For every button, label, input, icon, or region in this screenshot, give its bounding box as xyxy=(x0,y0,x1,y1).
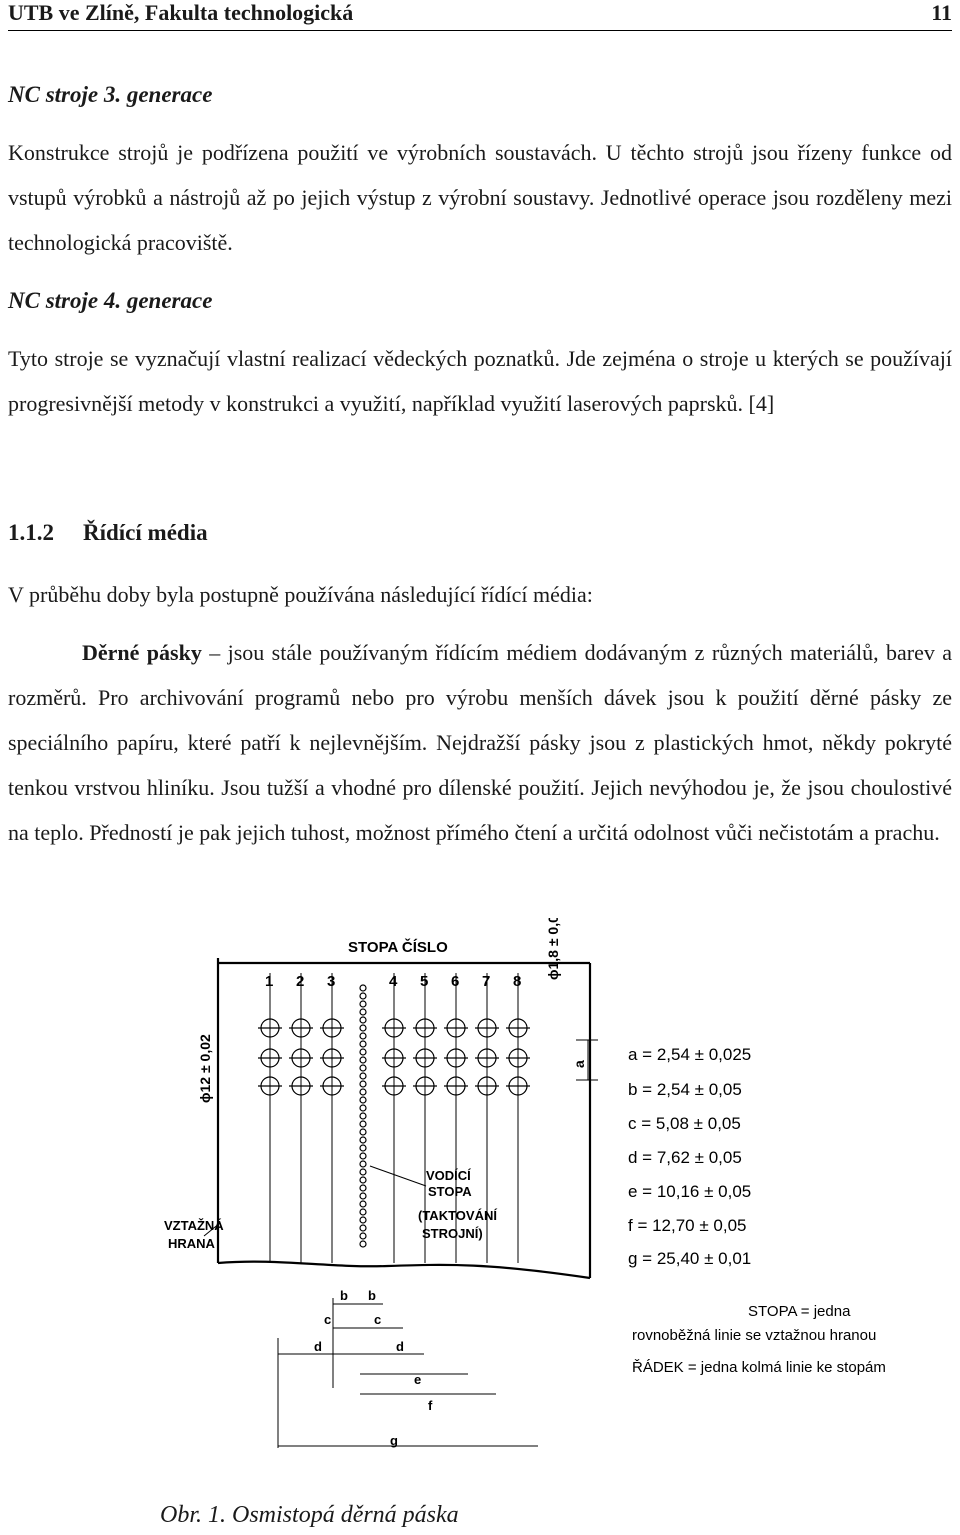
definitions xyxy=(632,1303,886,1376)
svg-text:c: c xyxy=(324,1312,332,1327)
guide-hole xyxy=(360,1025,366,1031)
guide-hole xyxy=(360,1137,366,1143)
guide-hole xyxy=(360,1177,366,1183)
dim-a: a xyxy=(571,1060,587,1068)
guide-hole xyxy=(360,1081,366,1087)
dim-hole-diameter: ϕ1,8 ± 0,02 xyxy=(545,918,561,980)
dim-tape-diameter: ϕ12 ± 0,02 xyxy=(197,1034,213,1103)
guide-hole xyxy=(360,1049,366,1055)
page-number: 11 xyxy=(931,0,952,25)
guide-hole xyxy=(360,1009,366,1015)
guide-hole xyxy=(360,1225,366,1231)
guide-track-label xyxy=(418,1168,497,1241)
paragraph-nc3: Konstrukce strojů je podřízena použití ve výrobních soustavách. U těchto strojů jsou řízeny funkce od vstupů výrobků a nástrojů až po jejich výstup z výrobní soustavy. Jednotlivé operace jsou rozděleny mezi technologická pracoviště. xyxy=(8,140,952,255)
track-number: 4 xyxy=(389,973,398,990)
svg-text:VZTAŽNÁ: VZTAŽNÁ xyxy=(164,1218,224,1233)
paragraph-derne-pasky xyxy=(8,630,952,855)
svg-text:g: g xyxy=(390,1433,398,1448)
dimension-labels xyxy=(314,1288,433,1448)
track-number: 1 xyxy=(265,973,274,990)
svg-text:e: e xyxy=(414,1372,422,1387)
guide-hole xyxy=(360,1169,366,1175)
guide-hole xyxy=(360,1001,366,1007)
track-number: 5 xyxy=(420,973,429,990)
label-stopa-cislo: STOPA ČÍSLO xyxy=(348,939,448,956)
svg-text:d: d xyxy=(396,1339,404,1354)
page-header xyxy=(8,0,952,31)
svg-text:c = 5,08 ± 0,05: c = 5,08 ± 0,05 xyxy=(628,1114,741,1133)
guide-hole xyxy=(360,1145,366,1151)
paragraph-intro: V průběhu doby byla postupně používána následující řídící média: xyxy=(8,582,593,607)
guide-hole xyxy=(360,1161,366,1167)
guide-hole xyxy=(360,1073,366,1079)
svg-text:a = 2,54 ± 0,025: a = 2,54 ± 0,025 xyxy=(628,1045,752,1064)
svg-text:c: c xyxy=(374,1312,382,1327)
guide-hole xyxy=(360,993,366,999)
heading-ridici-media xyxy=(8,520,208,546)
guide-hole xyxy=(360,1017,366,1023)
guide-hole xyxy=(360,1217,366,1223)
svg-text:rovnoběžná linie se vztažnou h: rovnoběžná linie se vztažnou hranou xyxy=(632,1327,877,1344)
figure-caption: Obr. 1. Osmistopá děrná páska xyxy=(160,1502,459,1528)
guide-hole xyxy=(360,1057,366,1063)
svg-text:STOPA = jedna: STOPA = jedna xyxy=(748,1303,851,1320)
svg-text:f: f xyxy=(428,1398,433,1413)
svg-text:VODÍCÍ: VODÍCÍ xyxy=(426,1168,471,1183)
guide-hole xyxy=(360,1209,366,1215)
svg-text:e = 10,16 ± 0,05: e = 10,16 ± 0,05 xyxy=(628,1182,752,1201)
derne-pasky-text: – jsou stále používaným řídícím médiem dodávaným z různých materiálů, barev a rozměrů. Pro archivování programů nebo pro výrobu menších dávek jsou k použití děrné pásky ze speciálního papíru, které patří k nejlevnějším. Nejdražší pásky jsou z plastických hmot, někdy pokryté tenkou vrstvou hliníku. Jsou tužší a vhodné pro dílenské použití. Jejich nevýhodou je, že jsou choulostivé na teplo. Předností je pak jejich tuhost, možnost přímého čtení a určitá odolnost vůči nečistotám a prachu. xyxy=(8,640,953,845)
section-title: Řídící média xyxy=(83,520,208,545)
svg-text:b: b xyxy=(340,1288,348,1303)
guide-hole xyxy=(360,1097,366,1103)
guide-hole xyxy=(360,1089,366,1095)
svg-text:(TAKTOVÁNÍ: (TAKTOVÁNÍ xyxy=(418,1208,497,1223)
guide-hole xyxy=(360,1201,366,1207)
tape-diagram xyxy=(128,918,928,1468)
dimension-lines xyxy=(278,1298,538,1448)
track-number: 3 xyxy=(327,973,336,990)
svg-text:b = 2,54 ± 0,05: b = 2,54 ± 0,05 xyxy=(628,1080,742,1099)
guide-hole xyxy=(360,1241,366,1247)
svg-text:d = 7,62 ± 0,05: d = 7,62 ± 0,05 xyxy=(628,1148,742,1167)
svg-text:f = 12,70 ± 0,05: f = 12,70 ± 0,05 xyxy=(628,1216,747,1235)
guide-hole xyxy=(360,1033,366,1039)
guide-hole xyxy=(360,1065,366,1071)
track-numbers xyxy=(265,973,521,990)
svg-text:d: d xyxy=(314,1339,322,1354)
guide-hole xyxy=(360,1185,366,1191)
heading-nc3: NC stroje 3. generace xyxy=(8,82,213,107)
heading-nc4: NC stroje 4. generace xyxy=(8,288,213,313)
reference-edge-label xyxy=(164,1218,224,1251)
header-title: UTB ve Zlíně, Fakulta technologická xyxy=(8,0,354,25)
guide-hole xyxy=(360,1121,366,1127)
track-number: 8 xyxy=(513,973,522,990)
term-derne-pasky: Děrné pásky xyxy=(82,640,202,665)
track-number: 6 xyxy=(451,973,460,990)
figure-punched-tape xyxy=(128,918,928,1468)
track-number: 7 xyxy=(482,973,491,990)
guide-hole xyxy=(360,1041,366,1047)
track-number: 2 xyxy=(296,973,305,990)
paragraph-nc4: Tyto stroje se vyznačují vlastní realizací vědeckých poznatků. Jde zejména o stroje u kterých se používají progresivnější metody v konstrukci a využití, například využití laserových paprsků. [4] xyxy=(8,346,952,416)
guide-hole xyxy=(360,1113,366,1119)
svg-text:ŘÁDEK = jedna kolmá linie ke s: ŘÁDEK = jedna kolmá linie ke stopám xyxy=(632,1359,886,1376)
svg-text:g = 25,40 ± 0,01: g = 25,40 ± 0,01 xyxy=(628,1249,752,1268)
tolerance-table xyxy=(628,1045,751,1268)
section-number: 1.1.2 xyxy=(8,520,54,545)
svg-text:b: b xyxy=(368,1288,376,1303)
guide-hole xyxy=(360,1193,366,1199)
guide-hole xyxy=(360,1105,366,1111)
guide-hole xyxy=(360,1233,366,1239)
svg-text:HRANA: HRANA xyxy=(168,1236,215,1251)
guide-hole xyxy=(360,1129,366,1135)
guide-hole xyxy=(360,985,366,991)
svg-text:STOPA: STOPA xyxy=(428,1184,472,1199)
svg-text:STROJNÍ): STROJNÍ) xyxy=(422,1226,483,1241)
guide-track-holes xyxy=(360,985,366,1247)
guide-hole xyxy=(360,1153,366,1159)
